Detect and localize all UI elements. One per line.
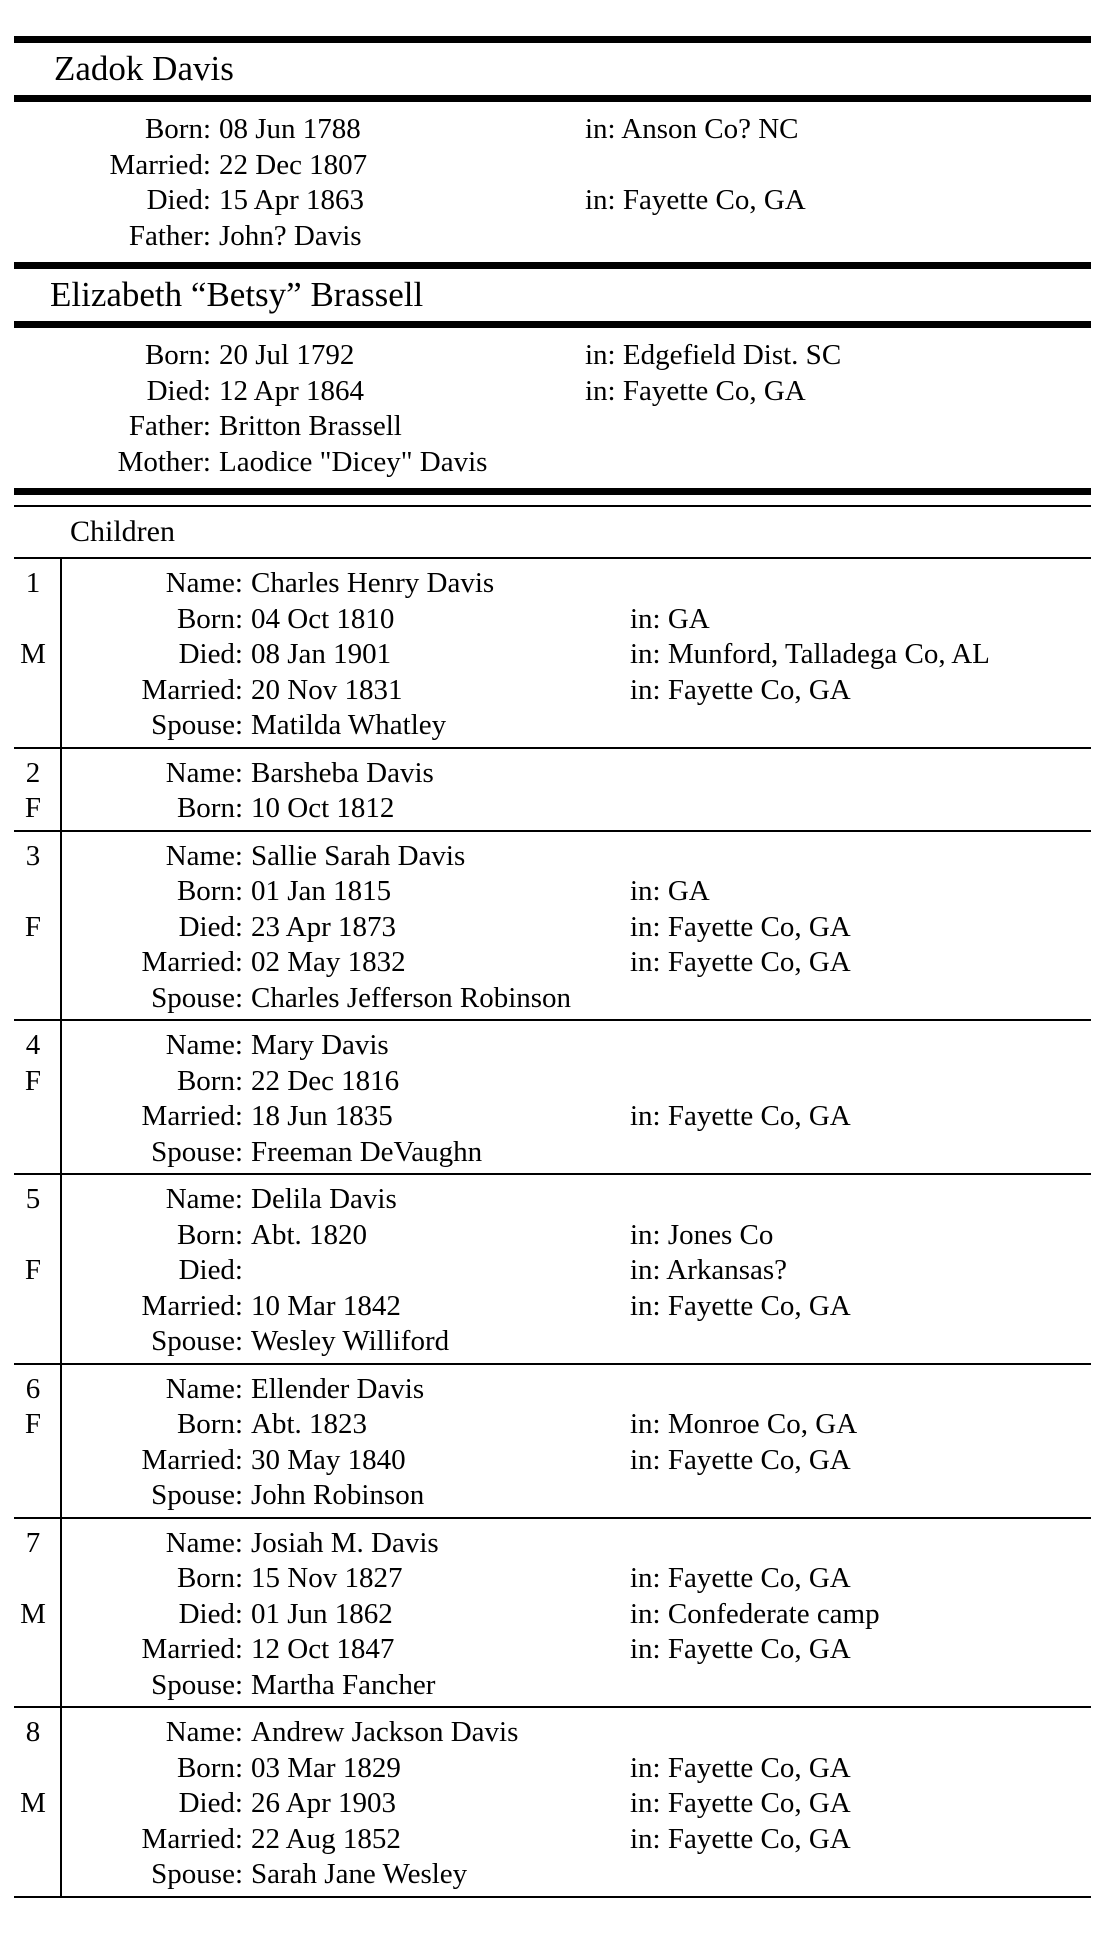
child-fact-row [62,1786,1091,1822]
fact-value: Matilda Whatley [251,709,447,741]
child-index-column [14,559,62,747]
child-fact-row [62,1064,1091,1100]
fact-label: Married: [141,1100,243,1132]
fact-value: 01 Jan 1815 [251,875,392,907]
child-fact-row [62,1372,1091,1408]
child-index-column [14,832,62,1020]
child-record [14,1173,1091,1363]
fact-place: in: Fayette Co, GA [630,1289,851,1322]
fact-label: Married: [141,1633,243,1665]
child-record [14,557,1091,747]
fact-label: Father: [128,219,211,252]
fact-label: Name: [165,839,243,872]
child-index-column [14,1708,62,1896]
fact-label: Father: [128,410,211,442]
fact-label: Spouse: [151,709,243,741]
fact-place: in: GA [630,875,710,907]
fact-value: 01 Jun 1862 [251,1597,393,1630]
fact-value: Mary Davis [251,1029,389,1061]
child-details [62,749,1091,830]
husband-fact-born [14,112,1091,148]
fact-value: 12 Apr 1864 [219,374,364,407]
fact-place: in: Fayette Co, GA [630,1787,851,1819]
fact-value: 10 Mar 1842 [251,1289,401,1322]
child-fact-row [62,791,1091,827]
fact-value: Sallie Sarah Davis [251,839,466,872]
fact-place: in: Fayette Co, GA [630,1822,851,1855]
fact-label: Died: [178,1597,243,1630]
child-fact-row [62,1478,1091,1514]
family-group-sheet [14,36,1091,1898]
child-number: 8 [25,1716,41,1748]
fact-place: in: Arkansas? [630,1254,788,1286]
fact-value: 08 Jan 1901 [251,638,392,670]
fact-label: Name: [165,756,243,789]
child-fact-row [62,602,1091,638]
child-number: 7 [25,1526,41,1559]
children-heading: Children [70,515,175,548]
child-fact-row [62,1218,1091,1254]
child-sex: M [20,1597,46,1630]
children-top-rule [14,488,1091,495]
fact-label: Born: [176,1218,243,1251]
child-fact-row [62,1561,1091,1597]
fact-value: 20 Jul 1792 [219,339,355,371]
child-index-column [14,1519,62,1707]
fact-label: Born: [176,1562,243,1594]
fact-value: Abt. 1820 [251,1218,367,1251]
child-fact-row [62,910,1091,946]
husband-fact-married [14,148,1091,184]
fact-label: Died: [178,1254,243,1286]
fact-place: in: Anson Co? NC [585,113,799,145]
fact-label: Married: [109,148,211,181]
child-details [62,832,1091,1020]
fact-label: Married: [141,1822,243,1855]
child-index-column [14,1021,62,1173]
child-record [14,1019,1091,1173]
children-bottom-rule [14,1896,1091,1898]
husband-name: Zadok Davis [54,49,234,88]
child-fact-row [62,673,1091,709]
fact-label: Name: [165,1526,243,1559]
fact-value: 23 Apr 1873 [251,910,396,943]
fact-value: 18 Jun 1835 [251,1100,393,1132]
fact-value: Martha Fancher [251,1668,436,1701]
fact-place: in: GA [630,602,710,635]
fact-label: Married: [141,1289,243,1322]
fact-label: Spouse: [151,1668,243,1701]
fact-label: Married: [141,946,243,978]
child-fact-row [62,1135,1091,1171]
child-details [62,559,1091,747]
fact-label: Born: [144,339,211,371]
fact-label: Spouse: [151,981,243,1014]
child-fact-row [62,1253,1091,1289]
child-record [14,1517,1091,1707]
fact-label: Born: [176,792,243,824]
child-record [14,747,1091,830]
fact-label: Spouse: [151,1479,243,1511]
fact-value: 02 May 1832 [251,946,406,978]
child-sex: F [24,910,42,943]
fact-value: John? Davis [219,219,362,252]
child-sex: M [20,1787,46,1819]
child-sex: F [24,1254,42,1286]
fact-place: in: Monroe Co, GA [630,1408,858,1440]
child-index-column [14,1175,62,1363]
child-fact-row [62,1597,1091,1633]
fact-label: Spouse: [151,1135,243,1168]
child-fact-row [62,1099,1091,1135]
fact-place: in: Fayette Co, GA [630,673,851,706]
fact-place: in: Fayette Co, GA [630,1100,851,1132]
fact-label: Mother: [117,445,211,478]
fact-value: 12 Oct 1847 [251,1633,395,1665]
child-fact-row [62,756,1091,792]
fact-value: Charles Henry Davis [251,567,495,599]
child-number: 5 [25,1183,41,1215]
child-sex: M [20,638,46,670]
fact-value: 15 Apr 1863 [219,184,364,216]
fact-label: Died: [178,638,243,670]
children-list [14,557,1091,1896]
fact-label: Name: [165,1716,243,1748]
child-sex: F [24,1408,42,1440]
fact-label: Died: [146,374,211,407]
fact-label: Spouse: [151,1858,243,1890]
husband-fact-died [14,183,1091,219]
child-number: 1 [25,567,41,599]
fact-label: Died: [178,910,243,943]
fact-value: Charles Jefferson Robinson [251,981,572,1014]
child-details [62,1708,1091,1896]
wife-top-rule [14,262,1091,269]
fact-value: 30 May 1840 [251,1443,406,1476]
fact-label: Born: [176,875,243,907]
child-fact-row [62,1443,1091,1479]
wife-name-rule [14,321,1091,328]
fact-place: in: Fayette Co, GA [630,1633,851,1665]
fact-value: Britton Brassell [219,410,402,442]
fact-value: 26 Apr 1903 [251,1787,396,1819]
wife-fact-mother [14,445,1091,481]
child-details [62,1365,1091,1517]
child-number: 6 [25,1372,41,1405]
fact-value: John Robinson [251,1479,425,1511]
fact-label: Married: [141,1443,243,1476]
fact-value: Andrew Jackson Davis [251,1716,519,1748]
child-fact-row [62,1028,1091,1064]
child-fact-row [62,1289,1091,1325]
husband-name-rule [14,95,1091,102]
fact-place: in: Fayette Co, GA [585,184,806,216]
fact-label: Spouse: [151,1325,243,1357]
fact-value: 20 Nov 1831 [251,673,403,706]
top-rule [14,36,1091,43]
child-number: 3 [25,839,41,872]
fact-place: in: Fayette Co, GA [630,910,851,943]
fact-place: in: Fayette Co, GA [630,1751,851,1784]
fact-label: Born: [176,602,243,635]
fact-value: 22 Dec 1816 [251,1064,400,1097]
child-sex: F [24,792,42,824]
child-fact-row [62,1182,1091,1218]
fact-value: 10 Oct 1812 [251,792,395,824]
fact-value: Wesley Williford [251,1325,450,1357]
fact-value: 08 Jun 1788 [219,113,361,145]
fact-label: Name: [165,1372,243,1405]
child-record [14,1706,1091,1896]
fact-label: Name: [165,567,243,599]
child-fact-row [62,637,1091,673]
child-fact-row [62,945,1091,981]
child-fact-row [62,1857,1091,1893]
fact-value: Abt. 1823 [251,1408,367,1440]
child-fact-row [62,1668,1091,1704]
fact-label: Born: [176,1408,243,1440]
child-fact-row [62,708,1091,744]
fact-place: in: Jones Co [630,1218,774,1251]
fact-value: Barsheba Davis [251,756,434,789]
fact-place: in: Munford, Talladega Co, AL [630,638,990,670]
child-fact-row [62,839,1091,875]
fact-place: in: Fayette Co, GA [630,1562,851,1594]
child-fact-row [62,1715,1091,1751]
child-index-column [14,1365,62,1517]
fact-value: 22 Dec 1807 [219,148,368,181]
child-fact-row [62,566,1091,602]
child-fact-row [62,1407,1091,1443]
fact-value: 15 Nov 1827 [251,1562,403,1594]
wife-fact-father [14,409,1091,445]
fact-place: in: Fayette Co, GA [585,374,806,407]
child-fact-row [62,1526,1091,1562]
wife-fact-born [14,338,1091,374]
fact-label: Name: [165,1029,243,1061]
fact-value: 03 Mar 1829 [251,1751,401,1784]
child-fact-row [62,981,1091,1017]
child-details [62,1519,1091,1707]
child-fact-row [62,1751,1091,1787]
child-fact-row [62,874,1091,910]
fact-value: 04 Oct 1810 [251,602,395,635]
child-number: 4 [25,1029,41,1061]
wife-name: Elizabeth “Betsy” Brassell [50,275,424,314]
child-record [14,830,1091,1020]
child-details [62,1175,1091,1363]
fact-value: 22 Aug 1852 [251,1822,401,1855]
fact-label: Born: [176,1064,243,1097]
husband-fact-father [14,219,1091,255]
fact-label: Married: [141,673,243,706]
wife-fact-died [14,374,1091,410]
fact-label: Died: [146,184,211,216]
fact-place: in: Fayette Co, GA [630,946,851,978]
fact-label: Born: [176,1751,243,1784]
fact-label: Died: [178,1787,243,1819]
child-fact-row [62,1632,1091,1668]
fact-value: Ellender Davis [251,1372,425,1405]
fact-value: Freeman DeVaughn [251,1135,483,1168]
child-number: 2 [25,756,41,789]
husband-facts [14,102,1091,262]
fact-value: Sarah Jane Wesley [251,1858,468,1890]
fact-label: Name: [165,1183,243,1215]
child-fact-row [62,1324,1091,1360]
child-record [14,1363,1091,1517]
fact-label: Born: [144,113,211,145]
fact-value: Laodice "Dicey" Davis [219,445,488,478]
fact-value: Delila Davis [251,1183,397,1215]
child-details [62,1021,1091,1173]
fact-value: Josiah M. Davis [251,1526,439,1559]
child-sex: F [24,1064,42,1097]
child-fact-row [62,1822,1091,1858]
child-index-column [14,749,62,830]
fact-place: in: Fayette Co, GA [630,1443,851,1476]
wife-facts [14,328,1091,488]
fact-place: in: Confederate camp [630,1597,880,1630]
fact-place: in: Edgefield Dist. SC [585,339,842,371]
